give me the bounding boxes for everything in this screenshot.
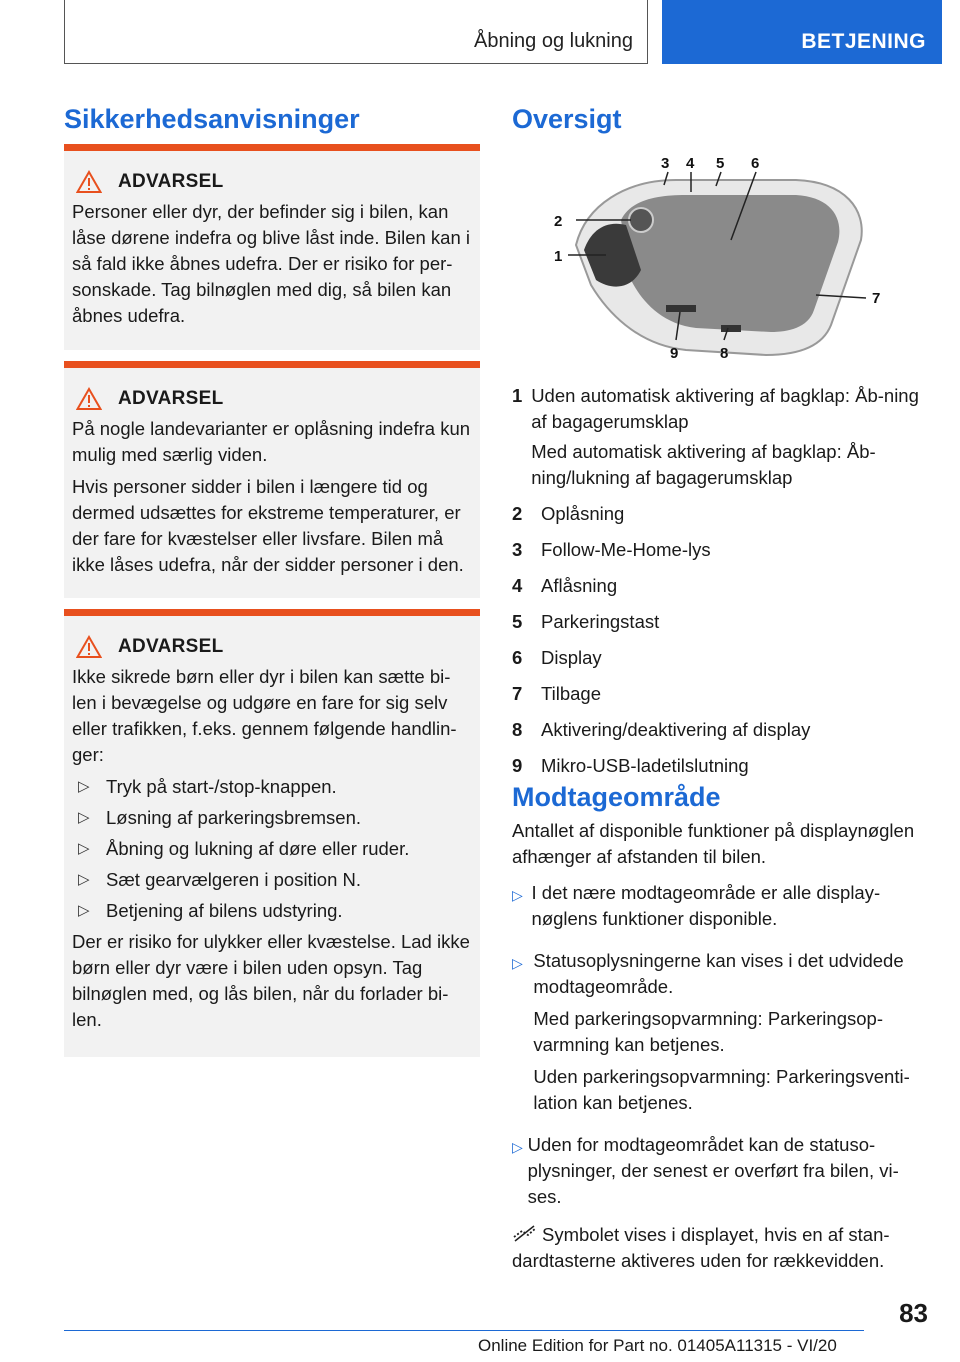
chapter-title: Åbning og lukning bbox=[473, 30, 633, 52]
callout-6: 6 bbox=[751, 155, 760, 172]
list-item bbox=[512, 383, 932, 495]
item-text: Aktivering/deaktivering af display bbox=[541, 719, 811, 740]
warning-label: ADVARSEL bbox=[118, 388, 224, 409]
warning-box-1 bbox=[64, 144, 480, 350]
warning-intro: Ikke sikrede børn eller dyr i bilen kan sætte bi-len i bevægelse og udgøre en fare for sig selv eller trafikken, f.eks. gennem følgende handlin-ger: bbox=[72, 666, 457, 765]
callout-4: 4 bbox=[686, 155, 695, 172]
footer-edition: Online Edition for Part no. 01405A11315 - VI/20 bbox=[478, 1336, 837, 1355]
bullet-triangle-icon: ▷ bbox=[78, 871, 90, 888]
callout-3: 3 bbox=[661, 155, 670, 172]
list-item-text: Uden for modtageområdet kan de statuso-plysninger, der senest er overført fra bilen, vi-ses. bbox=[527, 1134, 899, 1207]
warning-triangle-icon bbox=[76, 387, 102, 411]
item-number: 6 bbox=[512, 647, 523, 668]
list-item bbox=[512, 573, 932, 603]
list-item-text: Statusoplysningerne kan vises i det udvidede modtageområde. bbox=[533, 950, 904, 997]
warning-box-2 bbox=[64, 361, 480, 598]
warning-text: På nogle landevarianter er oplåsning indefra kun mulig med særlig viden. bbox=[72, 418, 471, 465]
list-item-text: Åbning og lukning af døre eller ruder. bbox=[106, 838, 410, 859]
item-text: Uden automatisk aktivering af bagklap: Åb-ning af bagagerumsklap bbox=[531, 385, 919, 432]
list-item bbox=[512, 501, 932, 531]
item-number: 3 bbox=[512, 539, 523, 560]
item-text: Follow-Me-Home-lys bbox=[541, 539, 711, 560]
item-text: Aflåsning bbox=[541, 575, 618, 596]
list-item-text: Uden parkeringsopvarmning: Parkeringsventi-lation kan betjenes. bbox=[533, 1066, 910, 1113]
list-item bbox=[512, 948, 932, 1122]
list-item bbox=[78, 805, 472, 831]
out-of-range-icon bbox=[512, 1225, 538, 1243]
list-item-text: Sæt gearvælgeren i position N. bbox=[106, 869, 362, 890]
item-number: 4 bbox=[512, 575, 523, 596]
bullet-triangle-icon: ▷ bbox=[512, 887, 523, 903]
reception-section bbox=[512, 818, 932, 1280]
section-tab-label: BETJENING bbox=[801, 30, 926, 53]
list-item bbox=[512, 753, 932, 783]
symbol-note-text: Symbolet vises i displayet, hvis en af stan-dardtasterne aktiveres uden for rækkevidden. bbox=[512, 1224, 890, 1271]
item-number: 2 bbox=[512, 503, 523, 524]
list-item bbox=[512, 681, 932, 711]
list-item bbox=[78, 774, 472, 800]
list-item-text: Betjening af bilens udstyring. bbox=[106, 900, 343, 921]
header-box bbox=[64, 0, 648, 64]
warning-label: ADVARSEL bbox=[118, 171, 224, 192]
warning-triangle-icon bbox=[76, 170, 102, 194]
bullet-triangle-icon: ▷ bbox=[512, 955, 523, 971]
item-number: 9 bbox=[512, 755, 523, 776]
warning-triangle-icon bbox=[76, 635, 102, 659]
list-item-text: Løsning af parkeringsbremsen. bbox=[106, 807, 362, 828]
item-text: Mikro-USB-ladetilslutning bbox=[541, 755, 749, 776]
item-text: Display bbox=[541, 647, 602, 668]
footer-divider bbox=[64, 1330, 864, 1331]
usb-port bbox=[666, 305, 696, 312]
list-item bbox=[512, 880, 932, 938]
item-number: 1 bbox=[512, 385, 523, 406]
unlock-button bbox=[629, 208, 653, 232]
warning-header bbox=[76, 632, 472, 662]
display-button bbox=[721, 325, 741, 332]
section-tab[interactable] bbox=[662, 0, 942, 64]
list-item-text: Tryk på start-/stop-knappen. bbox=[106, 776, 337, 797]
callout-2: 2 bbox=[554, 213, 563, 230]
item-text: Med automatisk aktivering af bagklap: Åb-ning/lukning af bagagerumsklap bbox=[531, 441, 876, 488]
item-number: 8 bbox=[512, 719, 523, 740]
warning-header bbox=[76, 167, 472, 197]
list-item bbox=[512, 1132, 932, 1216]
list-item-text: Med parkeringsopvarmning: Parkeringsop-varmning kan betjenes. bbox=[533, 1008, 883, 1055]
page-number: 83 bbox=[899, 1298, 928, 1328]
list-item bbox=[512, 537, 932, 567]
safety-heading: Sikkerhedsanvisninger bbox=[64, 104, 360, 134]
item-text: Parkeringstast bbox=[541, 611, 660, 632]
list-item bbox=[78, 867, 472, 893]
overview-list bbox=[512, 383, 932, 789]
list-item bbox=[512, 717, 932, 747]
callout-9: 9 bbox=[670, 345, 679, 362]
warning-header bbox=[76, 384, 472, 414]
item-number: 7 bbox=[512, 683, 523, 704]
overview-heading: Oversigt bbox=[512, 104, 622, 134]
list-item bbox=[512, 609, 932, 639]
warning-outro: Der er risiko for ulykker eller kvæstelse. Lad ikke børn eller dyr være i bilen uden opsyn. Tag bilnøglen med, og lås bilen, når du forlader bi-len. bbox=[72, 931, 470, 1030]
item-text: Tilbage bbox=[541, 683, 601, 704]
bullet-triangle-icon: ▷ bbox=[78, 840, 90, 857]
callout-8: 8 bbox=[720, 345, 729, 362]
item-text: Oplåsning bbox=[541, 503, 625, 524]
bullet-triangle-icon: ▷ bbox=[78, 809, 90, 826]
list-item bbox=[512, 645, 932, 675]
bullet-triangle-icon: ▷ bbox=[78, 778, 90, 795]
list-item-text: I det nære modtageområde er alle display-nøglens funktioner disponible. bbox=[531, 882, 881, 929]
warning-text: Personer eller dyr, der befinder sig i bilen, kan låse dørene indefra og blive låst inde. Bilen kan i så fald ikke åbnes udefra. Der er risiko for per-sonskade. Tag bilnøglen med dig, så bilen kan åbnes udefra. bbox=[72, 201, 470, 326]
warning-box-3 bbox=[64, 609, 480, 1057]
bullet-triangle-icon: ▷ bbox=[512, 1139, 523, 1155]
list-item bbox=[78, 836, 472, 862]
callout-7: 7 bbox=[872, 290, 881, 307]
bullet-triangle-icon: ▷ bbox=[78, 902, 90, 919]
reception-heading: Modtageområde bbox=[512, 782, 721, 812]
symbol-note bbox=[512, 1222, 932, 1274]
warning-label: ADVARSEL bbox=[118, 636, 224, 657]
callout-5: 5 bbox=[716, 155, 725, 172]
callout-1: 1 bbox=[554, 248, 563, 265]
list-item bbox=[78, 898, 472, 924]
warning-text: Hvis personer sidder i bilen i længere tid og dermed udsættes for ekstreme temperaturer, er der fare for kvæstelser eller livsfare. Bilen må ikke låses udefra, når der sidder personer i den. bbox=[72, 476, 464, 575]
display-key-image bbox=[546, 150, 896, 370]
reception-intro: Antallet af disponible funktioner på displaynøglen afhænger af afstanden til bilen. bbox=[512, 820, 915, 867]
item-number: 5 bbox=[512, 611, 523, 632]
